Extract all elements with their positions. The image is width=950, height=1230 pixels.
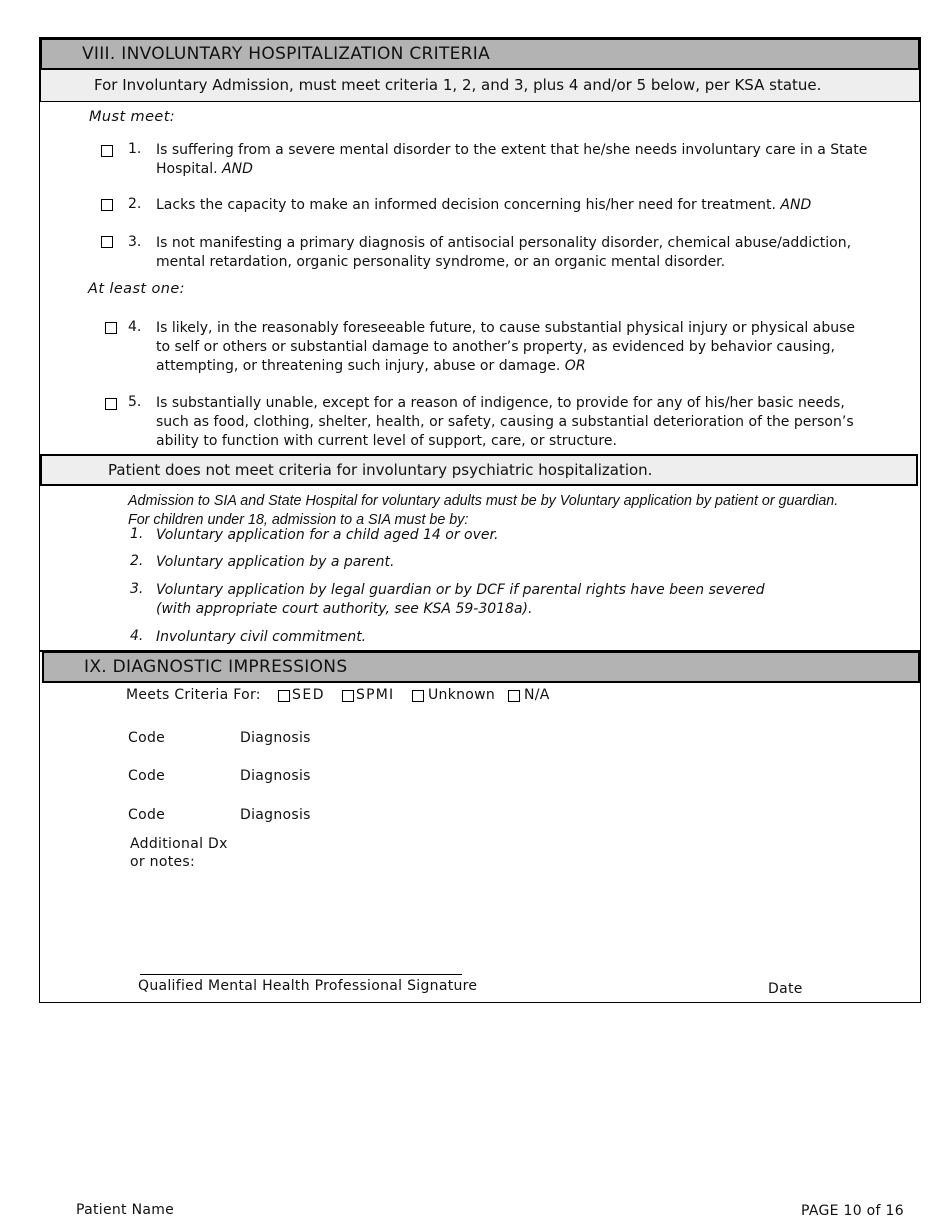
voluntary-line-2: For children under 18, admission to a SIA must be by: (128, 512, 469, 528)
unknown-label: Unknown (428, 687, 496, 703)
signature-label: Qualified Mental Health Professional Signature (138, 978, 478, 994)
diagnosis-label-1: Diagnosis (240, 730, 311, 746)
option-3-number: 3. (130, 581, 144, 597)
criterion-4-number: 4. (128, 319, 142, 335)
option-4-text: Involuntary civil commitment. (156, 629, 367, 645)
code-label-3: Code (128, 807, 166, 823)
option-3-text: Voluntary application by legal guardian or by DCF if parental rights have been severed (with appropriate court authority, see KSA 59-3018a). (156, 582, 765, 617)
must-meet-label: Must meet: (89, 109, 176, 125)
criterion-2-number: 2. (128, 196, 142, 212)
criterion-5-checkbox[interactable] (105, 398, 117, 410)
additional-notes-label: or notes: (130, 854, 196, 870)
na-label: N/A (524, 687, 550, 703)
unknown-checkbox[interactable] (412, 690, 424, 702)
date-label: Date (768, 981, 803, 997)
meets-criteria-label: Meets Criteria For: (126, 687, 261, 703)
diagnosis-label-2: Diagnosis (240, 768, 311, 784)
criterion-1-text (156, 141, 876, 179)
criterion-4-checkbox[interactable] (105, 322, 117, 334)
not-meet-criteria-bar (40, 454, 918, 486)
signature-line[interactable] (140, 974, 462, 975)
code-label-1: Code (128, 730, 166, 746)
criterion-2-text (156, 196, 876, 215)
voluntary-line-1: Admission to SIA and State Hospital for voluntary adults must be by Voluntary application by patient or guardian. (128, 493, 839, 509)
option-4-number: 4. (130, 628, 144, 644)
option-1-number: 1. (130, 526, 144, 542)
criterion-2-checkbox[interactable] (101, 199, 113, 211)
section-9-frame (39, 651, 921, 1003)
section-8-header (40, 38, 920, 70)
criterion-3-checkbox[interactable] (101, 236, 113, 248)
option-1-text: Voluntary application for a child aged 14 or over. (156, 527, 499, 543)
at-least-one-label: At least one: (88, 281, 185, 297)
criterion-2-body: Lacks the capacity to make an informed decision concerning his/her need for treatment. (156, 197, 776, 213)
criterion-5-text: Is substantially unable, except for a reason of indigence, to provide for any of his/her basic needs, such as food, clothing, shelter, health, or safety, causing a substantial deterioration of the person’s ability to function with current level of support, care, or structure. (156, 395, 854, 449)
not-meet-criteria-text: Patient does not meet criteria for involuntary psychiatric hospitalization. (108, 461, 653, 479)
section-8-title: VIII. INVOLUNTARY HOSPITALIZATION CRITERIA (82, 44, 491, 64)
criterion-1-number: 1. (128, 141, 142, 157)
criterion-4-suffix: OR (564, 358, 586, 374)
additional-dx-label: Additional Dx (130, 836, 228, 852)
code-label-2: Code (128, 768, 166, 784)
option-2-text: Voluntary application by a parent. (156, 554, 395, 570)
section-9-title: IX. DIAGNOSTIC IMPRESSIONS (84, 657, 348, 677)
sed-checkbox[interactable] (278, 690, 290, 702)
criterion-4-text (156, 319, 871, 376)
section-8-subheader (40, 69, 920, 102)
spmi-label: SPMI (356, 687, 395, 703)
section-8-subtitle: For Involuntary Admission, must meet criteria 1, 2, and 3, plus 4 and/or 5 below, per KSA statue. (94, 76, 822, 94)
criterion-1-checkbox[interactable] (101, 145, 113, 157)
section-9-header (42, 651, 920, 683)
criterion-4-body: Is likely, in the reasonably foreseeable future, to cause substantial physical injury or physical abuse to self or others or substantial damage to another’s property, as evidenced by behavior causing, attempting, or threatening such injury, abuse or damage. (156, 320, 855, 374)
na-checkbox[interactable] (508, 690, 520, 702)
option-2-number: 2. (130, 553, 144, 569)
criterion-1-body: Is suffering from a severe mental disorder to the extent that he/she needs involuntary care in a State Hospital. (156, 142, 868, 177)
page-number: PAGE 10 of 16 (801, 1203, 904, 1219)
criterion-1-suffix: AND (222, 161, 253, 177)
criterion-3-text: Is not manifesting a primary diagnosis of antisocial personality disorder, chemical abuse/addiction, mental retardation, organic personality syndrome, or an organic mental disorder. (156, 235, 852, 270)
diagnosis-label-3: Diagnosis (240, 807, 311, 823)
patient-name-label: Patient Name (76, 1202, 175, 1218)
criterion-2-suffix: AND (780, 197, 812, 213)
criterion-5-number: 5. (128, 394, 142, 410)
sed-label: SED (292, 687, 326, 703)
criterion-3-number: 3. (128, 234, 142, 250)
spmi-checkbox[interactable] (342, 690, 354, 702)
